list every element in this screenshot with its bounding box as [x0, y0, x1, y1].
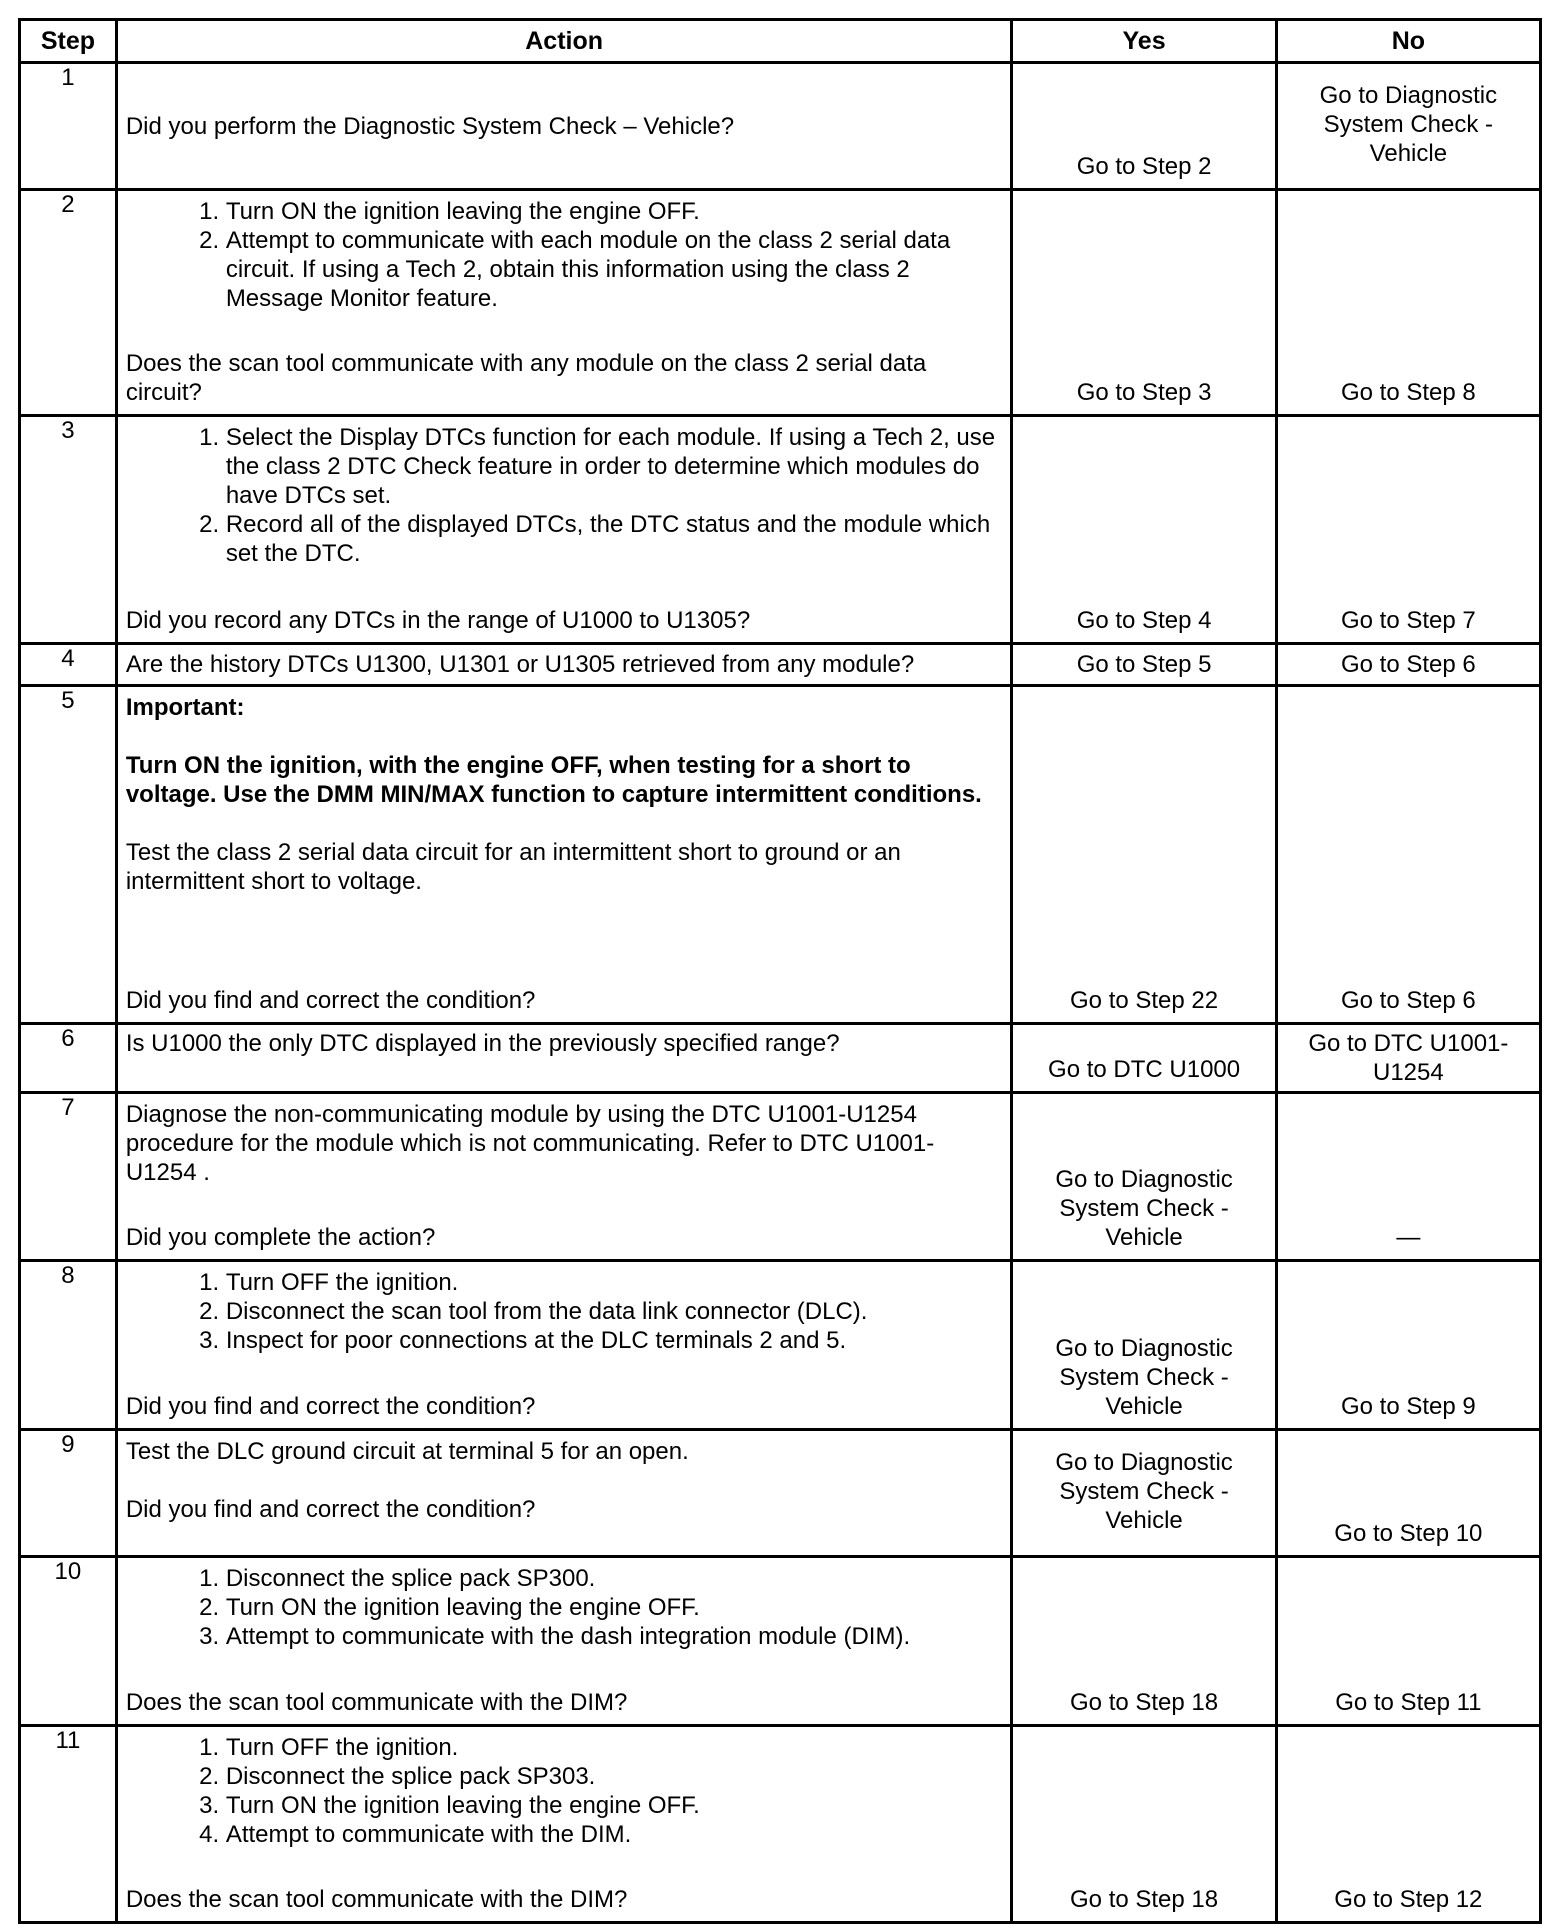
header-row — [20, 20, 1541, 63]
action-step-item: 3. Inspect for poor connections at the DLC terminals 2 and 5. — [226, 1326, 1003, 1355]
action-steps — [126, 197, 1003, 313]
action-question: Did you find and correct the condition? — [125, 1496, 536, 1523]
header-step: Step — [20, 20, 117, 63]
yes-cell — [1012, 1430, 1276, 1557]
yes-result: Go to DTC U1000 — [1048, 1056, 1241, 1083]
action-cell — [116, 644, 1012, 686]
action-cell — [116, 1557, 1012, 1726]
yes-cell — [1012, 1024, 1276, 1093]
action-question: Did you find and correct the condition? — [125, 987, 536, 1014]
action-question: Does the scan tool communicate with the DIM? — [125, 1689, 628, 1716]
no-result: Go to Step 8 — [1340, 379, 1476, 406]
no-result: Go to DTC U1001-U1254 — [1308, 1030, 1509, 1086]
table-row — [20, 1093, 1541, 1261]
action-cell — [116, 1726, 1012, 1923]
action-step-item: 1. Turn ON the ignition leaving the engine OFF. — [226, 197, 1003, 226]
action-cell — [116, 1093, 1012, 1261]
no-result: Go to Step 10 — [1334, 1520, 1483, 1547]
step-number: 7 — [20, 1093, 117, 1261]
action-step-item: 2. Turn ON the ignition leaving the engine OFF. — [226, 1593, 1003, 1622]
action-question: Did you find and correct the condition? — [125, 1393, 536, 1420]
no-cell — [1276, 416, 1540, 644]
action-step-item: 1. Turn OFF the ignition. — [226, 1733, 1003, 1762]
table-row — [20, 1261, 1541, 1430]
table-row — [20, 1557, 1541, 1726]
table-row — [20, 644, 1541, 686]
action-step-item: 1. Disconnect the splice pack SP300. — [226, 1564, 1003, 1593]
diagnostic-table — [18, 18, 1542, 1924]
no-cell — [1276, 1024, 1540, 1093]
yes-result: Go to Diagnostic System Check - Vehicle — [1055, 1166, 1233, 1251]
no-result: — — [1396, 1224, 1421, 1251]
action-question: Did you complete the action? — [125, 1224, 436, 1251]
action-cell — [116, 1024, 1012, 1093]
action-question: Does the scan tool communicate with any module on the class 2 serial data circuit? — [125, 350, 927, 406]
no-cell — [1276, 1430, 1540, 1557]
action-steps — [126, 1564, 1003, 1651]
yes-result: Go to Step 18 — [1070, 1689, 1219, 1716]
no-cell — [1276, 63, 1540, 190]
no-result: Go to Step 7 — [1340, 607, 1476, 634]
no-cell — [1276, 190, 1540, 416]
yes-result: Go to Step 2 — [1076, 153, 1212, 180]
yes-result: Go to Diagnostic System Check - Vehicle — [1055, 1335, 1233, 1420]
no-cell — [1276, 686, 1540, 1024]
yes-cell — [1012, 416, 1276, 644]
action-instruction: Test the DLC ground circuit at terminal 5 for an open. — [125, 1438, 689, 1465]
action-step-item: 1. Turn OFF the ignition. — [226, 1268, 1003, 1297]
action-instruction: Diagnose the non-communicating module by using the DTC U1001-U1254 procedure for the module which is not communicating. Refer to DTC U1001-U1254 . — [125, 1101, 935, 1186]
yes-cell — [1012, 644, 1276, 686]
table-row — [20, 686, 1541, 1024]
action-step-item: 2. Disconnect the splice pack SP303. — [226, 1762, 1003, 1791]
yes-result: Go to Step 4 — [1076, 607, 1212, 634]
no-cell — [1276, 1261, 1540, 1430]
action-question: Did you perform the Diagnostic System Check – Vehicle? — [125, 112, 735, 140]
action-step-item: 3. Attempt to communicate with the dash integration module (DIM). — [226, 1622, 1003, 1651]
step-number: 8 — [20, 1261, 117, 1430]
yes-cell — [1012, 686, 1276, 1024]
step-number: 4 — [20, 644, 117, 686]
yes-result: Go to Step 18 — [1070, 1886, 1219, 1913]
table-row — [20, 1430, 1541, 1557]
header-yes: Yes — [1012, 20, 1276, 63]
action-question: Are the history DTCs U1300, U1301 or U1305 retrieved from any module? — [125, 651, 915, 678]
important-note: Turn ON the ignition, with the engine OFF, when testing for a short to voltage. Use the DMM MIN/MAX function to capture intermittent conditions. — [125, 752, 982, 808]
yes-cell — [1012, 1557, 1276, 1726]
no-result: Go to Step 12 — [1334, 1886, 1483, 1913]
action-step-item: 1. Select the Display DTCs function for each module. If using a Tech 2, use the class 2 DTC Check feature in order to determine which modules do have DTCs set. — [226, 423, 1003, 510]
important-label: Important: — [125, 694, 245, 721]
yes-cell — [1012, 1093, 1276, 1261]
yes-cell — [1012, 1261, 1276, 1430]
table-row — [20, 190, 1541, 416]
action-question: Does the scan tool communicate with the DIM? — [125, 1886, 628, 1913]
no-cell — [1276, 1726, 1540, 1923]
yes-result: Go to Step 3 — [1076, 379, 1212, 406]
action-step-item: 2. Attempt to communicate with each module on the class 2 serial data circuit. If using a Tech 2, obtain this information using the class 2 Message Monitor feature. — [226, 226, 1003, 313]
action-step-item: 4. Attempt to communicate with the DIM. — [226, 1820, 1003, 1849]
no-result: Go to Step 11 — [1335, 1689, 1482, 1716]
step-number: 6 — [20, 1024, 117, 1093]
table-row — [20, 63, 1541, 190]
action-step-item: 2. Disconnect the scan tool from the data link connector (DLC). — [226, 1297, 1003, 1326]
no-result: Go to Step 6 — [1340, 651, 1476, 678]
action-instruction: Test the class 2 serial data circuit for an intermittent short to ground or an intermittent short to voltage. — [125, 839, 901, 895]
action-question: Did you record any DTCs in the range of U1000 to U1305? — [125, 607, 751, 634]
action-cell — [116, 416, 1012, 644]
yes-cell — [1012, 1726, 1276, 1923]
table-row — [20, 1726, 1541, 1923]
table-row — [20, 1024, 1541, 1093]
no-result: Go to Diagnostic System Check - Vehicle — [1319, 82, 1498, 167]
action-steps — [126, 1268, 1003, 1355]
step-number: 9 — [20, 1430, 117, 1557]
no-result: Go to Step 9 — [1340, 1393, 1476, 1420]
action-step-item: 3. Turn ON the ignition leaving the engine OFF. — [226, 1791, 1003, 1820]
action-steps — [126, 1733, 1003, 1849]
step-number: 5 — [20, 686, 117, 1024]
step-number: 11 — [20, 1726, 117, 1923]
no-cell — [1276, 1093, 1540, 1261]
step-number: 2 — [20, 190, 117, 416]
header-no: No — [1276, 20, 1540, 63]
yes-result: Go to Diagnostic System Check - Vehicle — [1055, 1449, 1233, 1534]
no-result: Go to Step 6 — [1340, 987, 1476, 1014]
action-cell — [116, 190, 1012, 416]
action-question: Is U1000 the only DTC displayed in the previously specified range? — [125, 1030, 840, 1057]
yes-result: Go to Step 5 — [1076, 651, 1212, 678]
action-cell — [116, 63, 1012, 190]
action-cell — [116, 1430, 1012, 1557]
step-number: 1 — [20, 63, 117, 190]
header-action: Action — [116, 20, 1012, 63]
yes-result: Go to Step 22 — [1070, 987, 1219, 1014]
action-cell — [116, 1261, 1012, 1430]
yes-cell — [1012, 63, 1276, 190]
no-cell — [1276, 1557, 1540, 1726]
action-cell — [116, 686, 1012, 1024]
step-number: 10 — [20, 1557, 117, 1726]
action-steps — [126, 423, 1003, 568]
table-row — [20, 416, 1541, 644]
step-number: 3 — [20, 416, 117, 644]
no-cell — [1276, 644, 1540, 686]
action-step-item: 2. Record all of the displayed DTCs, the DTC status and the module which set the DTC. — [226, 510, 1003, 568]
yes-cell — [1012, 190, 1276, 416]
